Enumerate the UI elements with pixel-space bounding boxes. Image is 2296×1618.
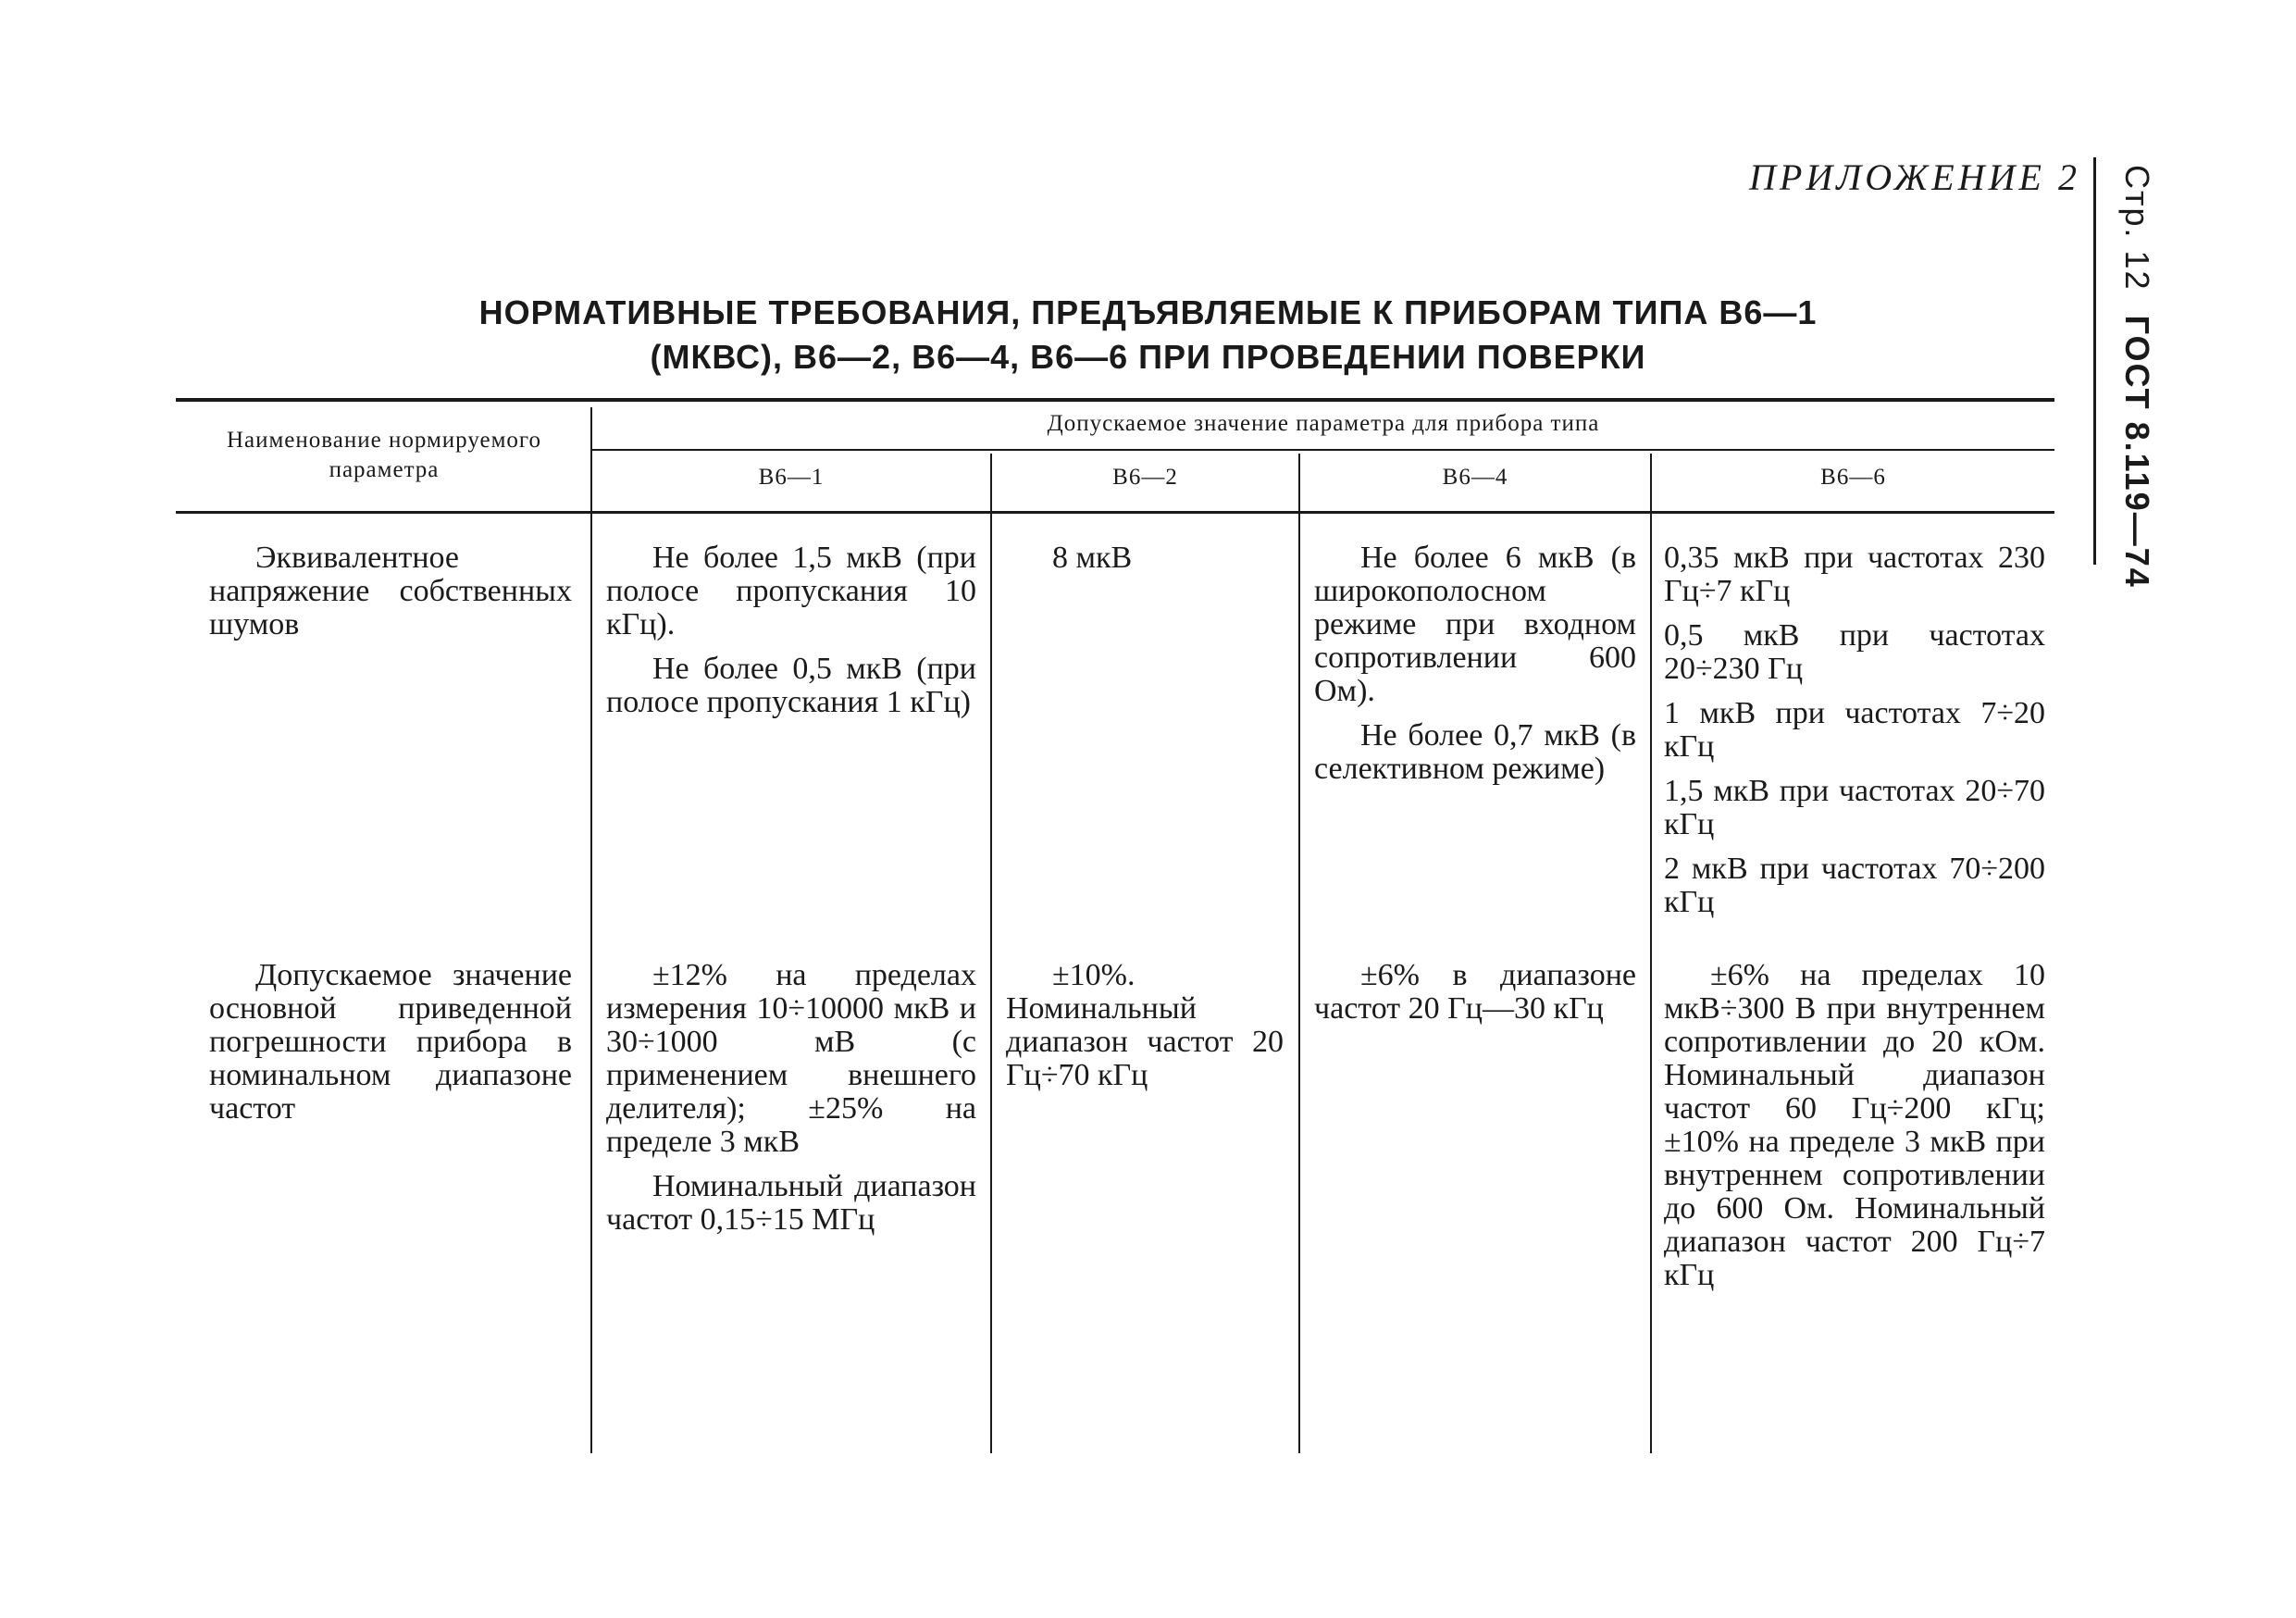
cell-paragraph: ±6% в диапазоне частот 20 Гц—30 кГц <box>1314 958 1636 1026</box>
group-column-header: Допускаемое значение параметра для прибора типа <box>1047 411 1600 436</box>
cell-paragraph: Не более 6 мкВ (в широкополосном режиме при входном сопротивлении 600 Ом). <box>1314 541 1636 708</box>
table-row-1-b6-1 <box>606 541 976 730</box>
header-bottom-rule <box>176 511 2054 514</box>
table-row-2-parameter <box>209 959 572 1137</box>
title-line-2: (МКВС), В6—2, В6—4, В6—6 ПРИ ПРОВЕДЕНИИ ПОВЕРКИ <box>650 338 1646 376</box>
cell-paragraph: Не более 0,5 мкВ (при полосе пропускания 1 кГц) <box>606 652 976 719</box>
param-column-header: Наименование нормируемого параметра <box>226 428 542 482</box>
table-row-1-b6-4 <box>1314 541 1636 797</box>
cell-paragraph: ±12% на пределах измерения 10÷10000 мкВ и 30÷1000 мВ (с применением внешнего делителя); ±25% на пределе 3 мкВ <box>606 958 976 1159</box>
standard-reference: ГОСТ 8.119—74 <box>2118 315 2156 589</box>
column-divider <box>1298 454 1300 1453</box>
column-divider <box>590 407 592 1453</box>
table-row-2-b6-4 <box>1314 959 1636 1037</box>
parameter-name: Эквивалентное напряжение собственных шумов <box>209 541 572 641</box>
cell-paragraph: 2 мкВ при частотах 70÷200 кГц <box>1664 852 2045 919</box>
cell-paragraph: ±6% на пределах 10 мкВ÷300 В при внутреннем сопротивлении до 20 кОм. Номинальный диапазон частот 60 Гц÷200 кГц; ±10% на пределе 3 мкВ при внутреннем сопротивлении до 600 Ом. Номинальный диапазон частот 200 Гц÷7 кГц <box>1664 958 2045 1292</box>
appendix-label: ПРИЛОЖЕНИЕ 2 <box>1749 156 2080 198</box>
table-row-1-b6-2 <box>1006 541 1284 586</box>
table-row-2-b6-1 <box>606 959 976 1248</box>
column-divider <box>990 454 992 1453</box>
cell-paragraph: ±10%. Номинальный диапазон частот 20 Гц÷70 кГц <box>1006 958 1284 1092</box>
title-line-1: НОРМАТИВНЫЕ ТРЕБОВАНИЯ, ПРЕДЪЯВЛЯЕМЫЕ К ПРИБОРАМ ТИПА В6—1 <box>478 293 1818 331</box>
cell-paragraph: 0,35 мкВ при частотах 230 Гц÷7 кГц <box>1664 541 2045 608</box>
column-header-b6-2: В6—2 <box>1112 465 1178 490</box>
cell-paragraph: 8 мкВ <box>1052 541 1133 575</box>
cell-paragraph: 1,5 мкВ при частотах 20÷70 кГц <box>1664 774 2045 841</box>
parameter-name: Допускаемое значение основной приведенной погрешности прибора в номинальном диапазоне частот <box>209 958 572 1126</box>
table-row-1-parameter <box>209 541 572 653</box>
table-row-2-b6-2 <box>1006 959 1284 1103</box>
cell-paragraph: 0,5 мкВ при частотах 20÷230 Гц <box>1664 618 2045 686</box>
requirements-table <box>176 398 2054 1453</box>
cell-paragraph: Номинальный диапазон частот 0,15÷15 МГц <box>606 1169 976 1237</box>
document-title <box>0 291 2296 380</box>
table-top-rule <box>176 398 2054 402</box>
column-header-b6-4: В6—4 <box>1442 465 1508 490</box>
column-divider <box>1650 454 1652 1453</box>
table-row-2-b6-6 <box>1664 959 2045 1303</box>
cell-paragraph: 1 мкВ при частотах 7÷20 кГц <box>1664 696 2045 764</box>
page-reference: Стр. 12 <box>2118 165 2156 292</box>
cell-paragraph: Не более 1,5 мкВ (при полосе пропускания 10 кГц). <box>606 541 976 641</box>
subheader-rule <box>592 449 2054 451</box>
table-row-1-b6-6 <box>1664 541 2045 930</box>
column-header-b6-6: В6—6 <box>1820 465 1886 490</box>
cell-paragraph: Не более 0,7 мкВ (в селективном режиме) <box>1314 718 1636 786</box>
column-header-b6-1: В6—1 <box>758 465 825 490</box>
